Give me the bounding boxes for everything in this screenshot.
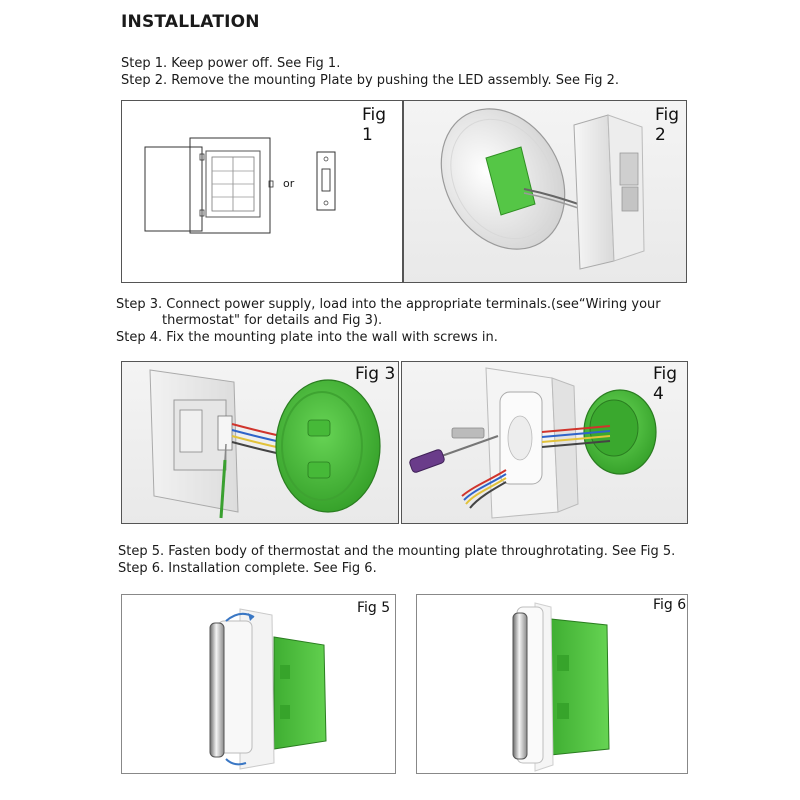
- figure-1-or-text: or: [283, 177, 295, 190]
- figure-3-panel: [121, 361, 399, 524]
- figure-2-illustration: [404, 101, 687, 283]
- figure-1-panel: [121, 100, 403, 283]
- step-6: Step 6. Installation complete. See Fig 6.: [118, 561, 377, 576]
- figure-1-diagram: [122, 101, 403, 283]
- figure-3-illustration: [122, 362, 399, 524]
- figure-4-label: Fig 4: [653, 364, 678, 404]
- step-3-line-1: Step 3. Connect power supply, load into the appropriate terminals.(see“Wiring your: [116, 297, 661, 312]
- figure-5-panel: [121, 594, 396, 774]
- figure-5-label: Fig 5: [357, 600, 391, 616]
- figure-3-label: Fig 3: [355, 364, 396, 384]
- figure-1-label: Fig 1: [362, 105, 387, 145]
- figure-6-illustration: [417, 595, 688, 774]
- step-2: Step 2. Remove the mounting Plate by pushing the LED assembly. See Fig 2.: [121, 73, 620, 88]
- figure-5-illustration: [122, 595, 396, 774]
- figure-6-label: Fig 6: [653, 597, 687, 613]
- figure-2-panel: [403, 100, 687, 283]
- step-3-line-2: thermostat" for details and Fig 3).: [162, 313, 383, 328]
- figure-6-panel: [416, 594, 688, 774]
- figure-2-label: Fig 2: [655, 105, 680, 145]
- figure-4-panel: [401, 361, 688, 524]
- figure-4-illustration: [402, 362, 688, 524]
- step-5: Step 5. Fasten body of thermostat and the mounting plate throughrotating. See Fig 5.: [118, 544, 676, 559]
- step-1: Step 1. Keep power off. See Fig 1.: [121, 56, 341, 71]
- page-title: INSTALLATION: [121, 12, 260, 32]
- step-4: Step 4. Fix the mounting plate into the wall with screws in.: [116, 330, 498, 345]
